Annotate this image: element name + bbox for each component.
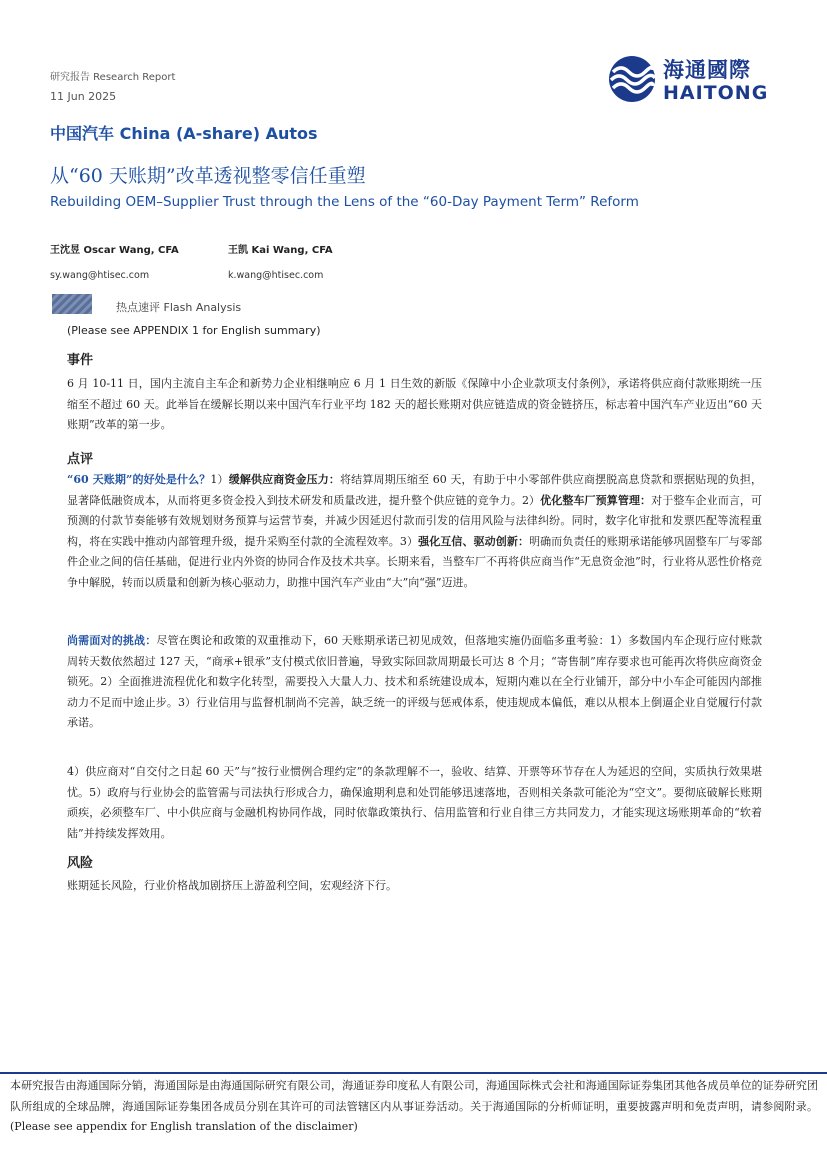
analyst-2 xyxy=(228,241,333,281)
report-title-cn: 从“60 天账期”改革透视整零信任重塑 xyxy=(50,165,366,187)
challenges-lead: 尚需面对的挑战： xyxy=(67,634,157,647)
benefits-keyword-3: 强化互信、驱动创新： xyxy=(418,534,530,548)
comment-paragraph-challenges-cont: 4）供应商对“自交付之日起 60 天”与“按行业惯例合理约定”的条款理解不一，验收、结算、开票等环节存在人为延迟的空间，实质执行效果堪忧。5）政府与行业协会的监管需与司法执行形成合力，确保逾期利息和处罚能够迅速落地，否则相关条款可能沦为“空文”。要彻底破解长账期顽疾，必须整车厂、中小供应商与金融机构协同作战，同时依靠政策执行、信用监管和行业自律三方共同发力，才能实现这场账期革命的“软着陆”并持续发挥效用。 xyxy=(67,765,762,840)
section-heading-comment: 点评 xyxy=(67,452,94,467)
benefits-lead: “60 天账期”的好处是什么？ xyxy=(67,473,211,486)
comment-paragraph-benefits xyxy=(67,470,762,593)
appendix-note: (Please see APPENDIX 1 for English summary) xyxy=(67,324,321,337)
event-paragraph: 6 月 10-11 日，国内主流自主车企和新势力企业相继响应 6 月 1 日生效的新版《保障中小企业款项支付条例》，承诺将供应商付款账期统一压缩至不超过 60 天。此举旨在缓解长期以来中国汽车行业平均 182 天的超长账期对供应链造成的资金链挤压，标志着中国汽车产业迈出“60 天账期”改革的第一步。 xyxy=(67,377,762,431)
section-heading-risk: 风险 xyxy=(67,856,94,871)
haitong-logo-icon xyxy=(607,54,657,104)
footer-disclaimer: 本研究报告由海通国际分销，海通国际是由海通国际研究有限公司，海通证券印度私人有限公司，海通国际株式会社和海通国际证券集团其他各成员单位的证券研究团队所组成的全球品牌，海通国际证券集团各成员分别在其许可的司法管辖区内从事证券活动。关于海通国际的分析师证明，重要披露声明和免责声明，请参阅附录。(Please see appendix for English translation of the disclaimer) xyxy=(10,1079,818,1133)
logo-text-cn: 海通國際 xyxy=(663,58,751,82)
flash-analysis-label: 热点速评 Flash Analysis xyxy=(116,301,242,314)
flash-analysis-bar xyxy=(52,294,92,314)
logo-text-en: HAITONG xyxy=(663,82,769,104)
analyst-name: 王沈昱 Oscar Wang, CFA xyxy=(50,245,179,256)
comment-paragraph-challenges xyxy=(67,631,762,734)
analyst-email[interactable]: sy.wang@htisec.com xyxy=(50,270,150,281)
report-type: 研究报告 Research Report xyxy=(50,72,176,83)
report-date: 11 Jun 2025 xyxy=(50,90,117,103)
benefits-keyword-1: 缓解供应商资金压力： xyxy=(228,473,341,486)
sector-title: 中国汽车 China (A-share) Autos xyxy=(50,124,318,143)
challenges-text: 尽管在舆论和政策的双重推动下，60 天账期承诺已初见成效，但落地实施仍面临多重考验：1）多数国内车企现行应付账款周转天数依然超过 127 天，“商承+银承”支付模式依旧普遍，导致实际回款周期最长可达 8 个月；“寄售制”库存要求也可能再次将供应商资金锁死。2）全面推进流程优化和数字化转型，需要投入大量人力、技术和系统建设成本，短期内难以在全行业铺开，部分中小车企可能因内部推动力不足而中途止步。3）行业信用与监督机制尚不完善，缺乏统一的评级与惩戒体系，使违规成本偏低，难以从根本上倒逼企业自觉履行付款承诺。 xyxy=(67,634,763,729)
report-title-en: Rebuilding OEM–Supplier Trust through the Lens of the “60-Day Payment Term” Reform xyxy=(50,194,639,210)
benefits-text-b: 将结算周期压缩至 60 天，有助于中小零部件供应商摆脱高息贷款和票据贴现的负担，显著降低融资成本，从而将更多资金投入到技术研发和质量改进，提升整个供应链的竞争力。2） xyxy=(67,473,763,507)
analyst-name: 王凯 Kai Wang, CFA xyxy=(228,245,333,256)
analyst-email[interactable]: k.wang@htisec.com xyxy=(228,270,324,281)
haitong-logo xyxy=(607,52,777,108)
risk-paragraph: 账期延长风险，行业价格战加剧挤压上游盈利空间，宏观经济下行。 xyxy=(67,879,397,892)
benefits-text-d: 明确而负责任的账期承诺能够巩固整车厂与零部件企业之间的信任基础，促进行业内外资的协同合作及技术共享。长期来看，当整车厂不再将供应商当作“无息资金池”时，行业将从恶性价格竞争中解脱，转而以质量和创新为核心驱动力，助推中国汽车产业由“大”向“强”迈进。 xyxy=(67,534,762,589)
benefits-text-c: 对于整车企业而言，可预测的付款节奏能够有效规划财务预算与运营节奏，并减少因延迟付款而引发的信用风险与法律纠纷。同时，数字化审批和发票匹配等流程重构，将在实践中推动内部管理升级，提升采购至付款的全流程效率。3） xyxy=(67,493,763,548)
benefits-text-a: 1） xyxy=(210,473,229,486)
footer-divider xyxy=(0,1072,827,1074)
section-heading-event: 事件 xyxy=(67,353,94,368)
benefits-keyword-2: 优化整车厂预算管理： xyxy=(540,493,652,507)
analyst-1 xyxy=(50,241,179,281)
